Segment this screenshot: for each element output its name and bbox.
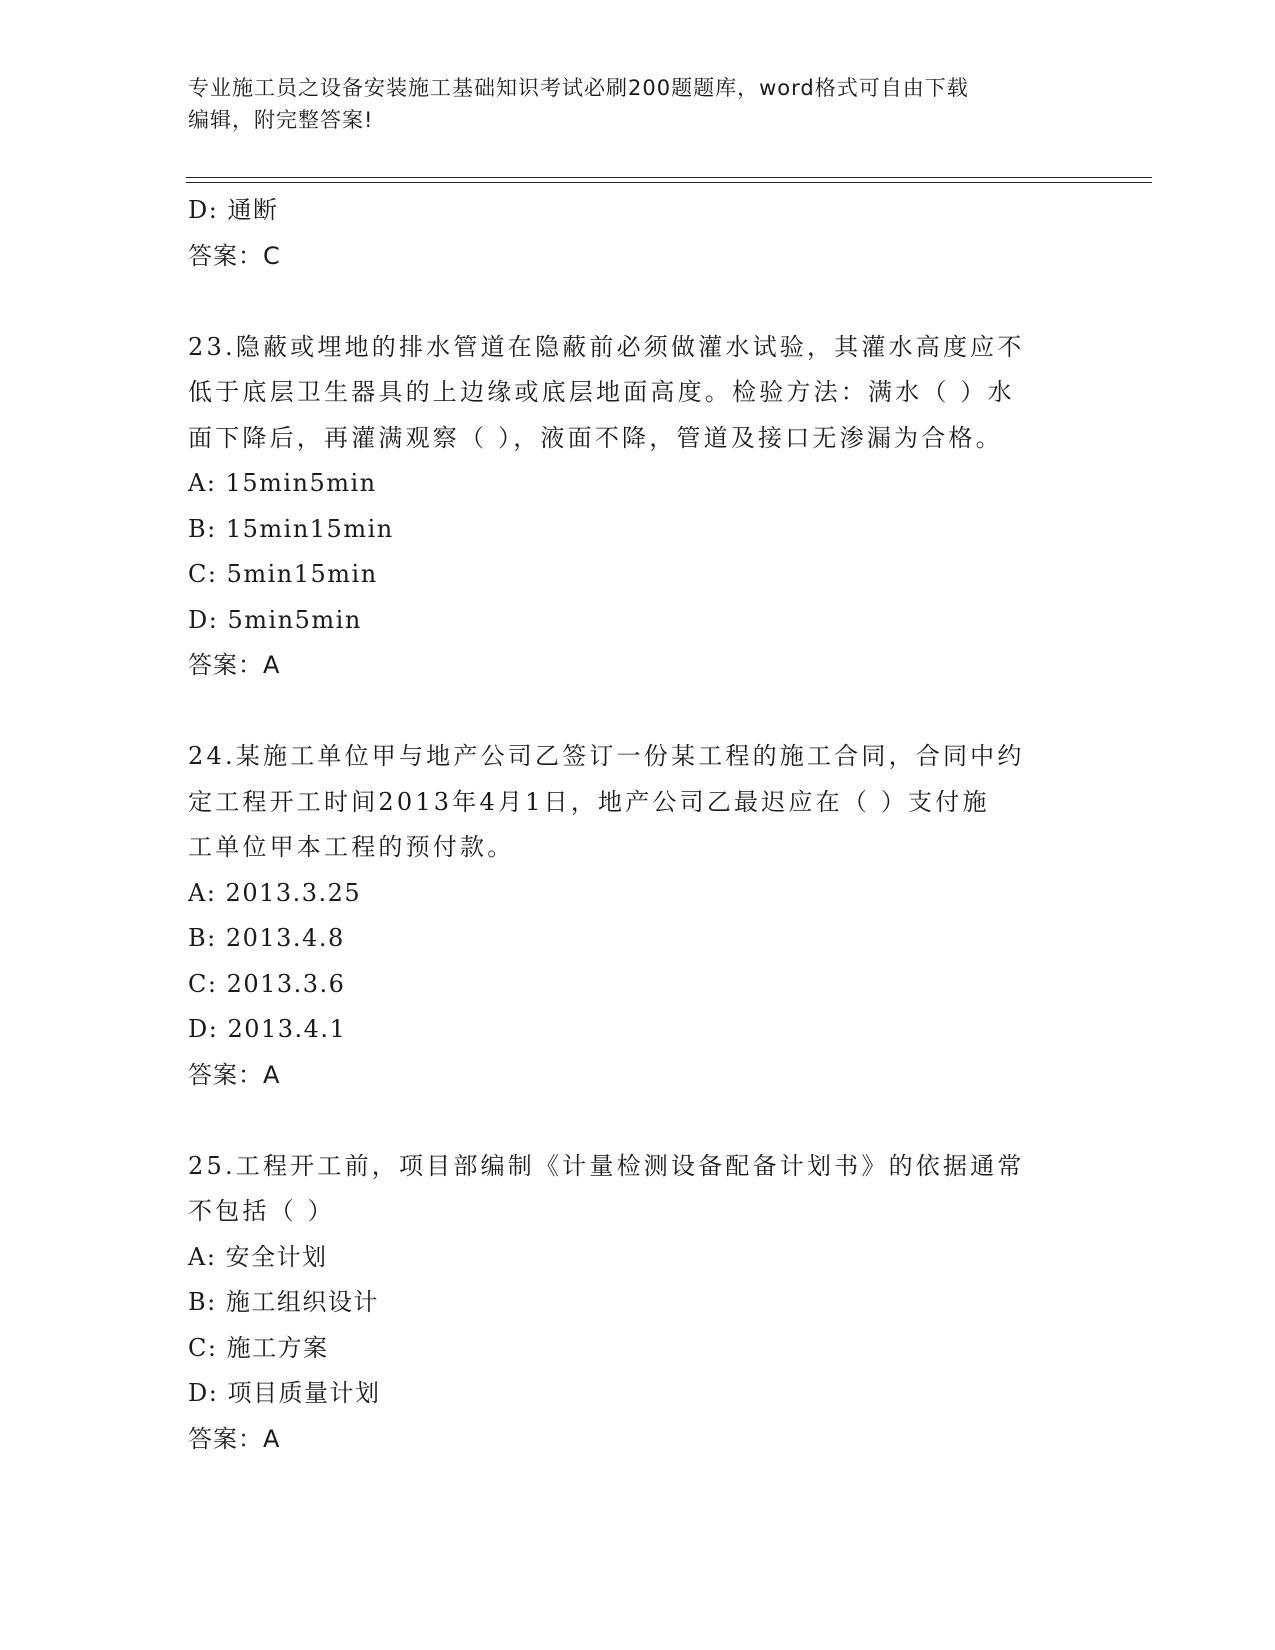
question-25 [188, 1144, 1088, 1235]
question-25-answer: 答案：A [188, 1424, 281, 1453]
question-25-option-a: A: 安全计划 [188, 1242, 328, 1271]
question-23-option-d: D: 5min5min [188, 605, 362, 634]
spacer [188, 1098, 1088, 1144]
question-24-line-1: 24.某施工单位甲与地产公司乙签订一份某工程的施工合同，合同中约 [188, 742, 1025, 770]
question-25-option-c: C: 施工方案 [188, 1333, 329, 1362]
header-divider-bottom [186, 182, 1152, 183]
question-24-option-d: D: 2013.4.1 [188, 1015, 347, 1043]
question-24-option-a: A: 2013.3.25 [188, 878, 362, 907]
question-23-line-2: 低于底层卫生器具的上边缘或底层地面高度。检验方法：满水（ ）水 [188, 378, 1015, 406]
question-23-line-3: 面下降后，再灌满观察（ ），液面不降，管道及接口无渗漏为合格。 [188, 423, 1003, 452]
question-24-line-3: 工单位甲本工程的预付款。 [188, 833, 515, 861]
header-line-2: 编辑，附完整答案! [188, 108, 374, 132]
question-25-option-d: D: 项目质量计划 [188, 1379, 381, 1407]
document-body [188, 188, 1088, 1462]
question-24-option-c: C: 2013.3.6 [188, 969, 346, 998]
header-line-1: 专业施工员之设备安装施工基础知识考试必刷200题题库，word格式可自由下载 [188, 76, 969, 100]
question-23 [188, 325, 1088, 462]
question-23-option-a: A: 15min5min [188, 469, 377, 497]
spacer [188, 279, 1088, 325]
prev-option-d: D: 通断 [188, 196, 279, 224]
question-24-option-b: B: 2013.4.8 [188, 924, 345, 952]
prev-answer: 答案：C [188, 241, 281, 270]
question-25-line-1: 25.工程开工前，项目部编制《计量检测设备配备计划书》的依据通常 [188, 1151, 1025, 1180]
question-24-line-2: 定工程开工时间2013年4月1日，地产公司乙最迟应在（ ）支付施 [188, 787, 990, 816]
question-25-line-2: 不包括（ ） [188, 1197, 335, 1225]
question-24 [188, 734, 1088, 871]
spacer [188, 689, 1088, 735]
question-25-option-b: B: 施工组织设计 [188, 1288, 379, 1316]
question-23-line-1: 23.隐蔽或埋地的排水管道在隐蔽前必须做灌水试验，其灌水高度应不 [188, 332, 1025, 361]
header-divider-top [186, 177, 1152, 178]
document-header [188, 72, 1068, 136]
question-23-option-c: C: 5min15min [188, 560, 378, 588]
question-23-answer: 答案：A [188, 651, 281, 679]
question-24-answer: 答案：A [188, 1060, 281, 1089]
question-23-option-b: B: 15min15min [188, 514, 394, 543]
